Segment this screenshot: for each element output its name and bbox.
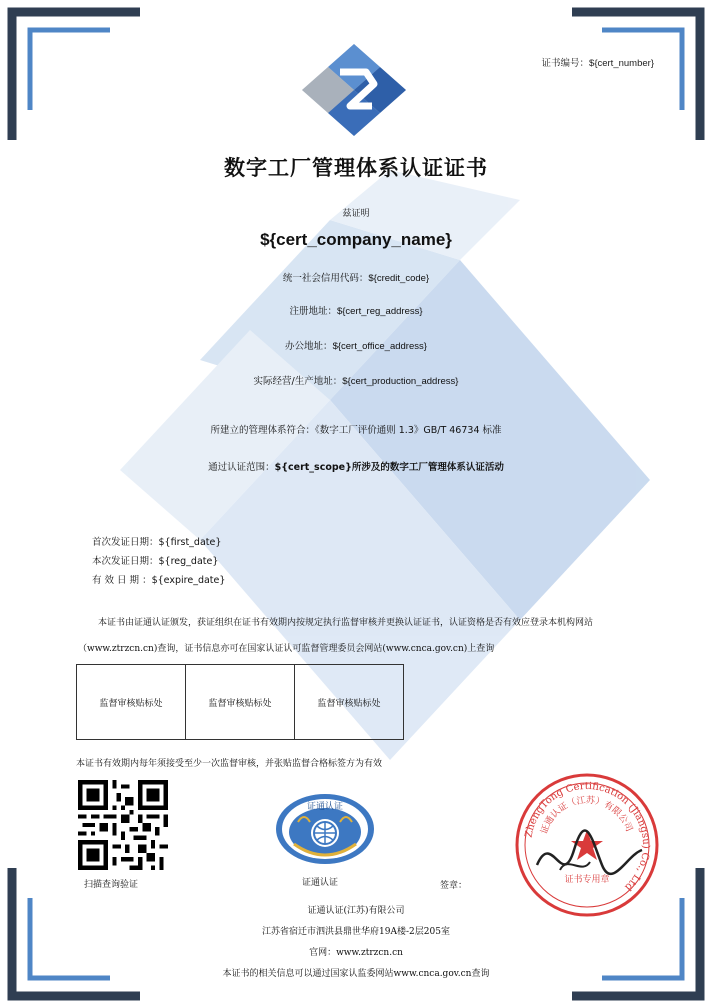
production-address-label: 实际经营/生产地址： <box>253 376 343 387</box>
credit-code-value: ${credit_code} <box>368 273 430 284</box>
official-seal <box>512 770 662 920</box>
reg-date-value: ${reg_date} <box>158 556 219 567</box>
org-address: 江苏省宿迁市泗洪县鼎世华府19A楼-2层205室 <box>262 927 450 937</box>
expire-date-row <box>92 571 225 590</box>
intro-text: 兹证明 <box>342 209 370 219</box>
badge-text: 证通认证 <box>306 802 344 812</box>
company-name: ${cert_company_name} <box>260 230 452 249</box>
production-address-value: ${cert_production_address} <box>342 376 459 387</box>
production-address-line <box>0 373 712 387</box>
scope-value: ${cert_scope}所涉及的数字工厂管理体系认证活动 <box>274 462 504 473</box>
reg-address-value: ${cert_reg_address} <box>336 306 423 317</box>
certification-badge <box>274 792 376 866</box>
qr-caption: 扫描查询验证 <box>84 880 139 890</box>
first-date-label: 首次发证日期： <box>92 537 159 548</box>
annual-notice: 本证书有效期内每年须接受至少一次监督审核，并张贴监督合格标签方为有效 <box>76 759 383 769</box>
bottom-note: 本证书的相关信息可以通过国家认监委网站www.cnca.gov.cn查询 <box>222 969 490 979</box>
credit-code-line <box>0 270 712 284</box>
office-address-label: 办公地址： <box>285 341 333 352</box>
seal-inner-text: 证通认证（江苏）有限公司 <box>539 795 634 836</box>
supervision-cell: 监督审核贴标处 <box>295 665 404 740</box>
office-address-line <box>0 338 712 352</box>
supervision-label-table <box>76 664 404 740</box>
credit-code-label: 统一社会信用代码： <box>282 273 369 284</box>
notice-paragraph: 本证书由证通认证颁发，获证组织在证书有效期内按规定执行监督审核并更换认证证书，认证资格是否有效应登录本机构网站（www.ztrzcn.cn)查询，证书信息亦可在国家认证认可监督管理委员会网站(www.cnca.gov.cn)上查询 <box>78 618 594 654</box>
standard-line: 所建立的管理体系符合：《数字工厂评价通则 1.3》GB/T 46734 标准 <box>210 425 502 436</box>
org-name: 证通认证(江苏)有限公司 <box>307 906 405 916</box>
qr-code[interactable] <box>78 780 168 870</box>
frame-corner-top-left <box>0 0 150 150</box>
certificate-number-label: 证书编号： <box>541 58 590 69</box>
first-date-row <box>92 533 225 552</box>
scope-label: 通过认证范围： <box>208 462 275 473</box>
seal-bottom-text: 证书专用章 <box>564 875 610 885</box>
office-address-value: ${cert_office_address} <box>332 341 427 352</box>
seal-label: 签章： <box>440 881 468 891</box>
reg-date-row <box>92 552 225 571</box>
first-date-value: ${first_date} <box>158 537 222 548</box>
scope-line <box>0 459 712 473</box>
certificate-title: 数字工厂管理体系认证证书 <box>224 156 488 180</box>
expire-date-label: 有 效 日 期 ： <box>92 575 152 586</box>
reg-date-label: 本次发证日期： <box>92 556 159 567</box>
badge-caption: 证通认证 <box>302 878 339 888</box>
dates-block <box>92 533 225 590</box>
website-link[interactable]: 官网：www.ztrzcn.cn <box>309 948 403 958</box>
reg-address-line <box>0 303 712 317</box>
reg-address-label: 注册地址： <box>289 306 337 317</box>
certificate-number-value: ${cert_number} <box>589 58 654 69</box>
supervision-cell: 监督审核贴标处 <box>186 665 295 740</box>
frame-corner-top-right <box>562 0 712 150</box>
certificate-number <box>542 55 654 69</box>
company-logo <box>300 42 408 138</box>
supervision-cell: 监督审核贴标处 <box>77 665 186 740</box>
seal-ring-text: ZhengTong Certification (Jiangsu) Co., Ltd <box>523 780 652 893</box>
expire-date-value: ${expire_date} <box>151 575 226 586</box>
